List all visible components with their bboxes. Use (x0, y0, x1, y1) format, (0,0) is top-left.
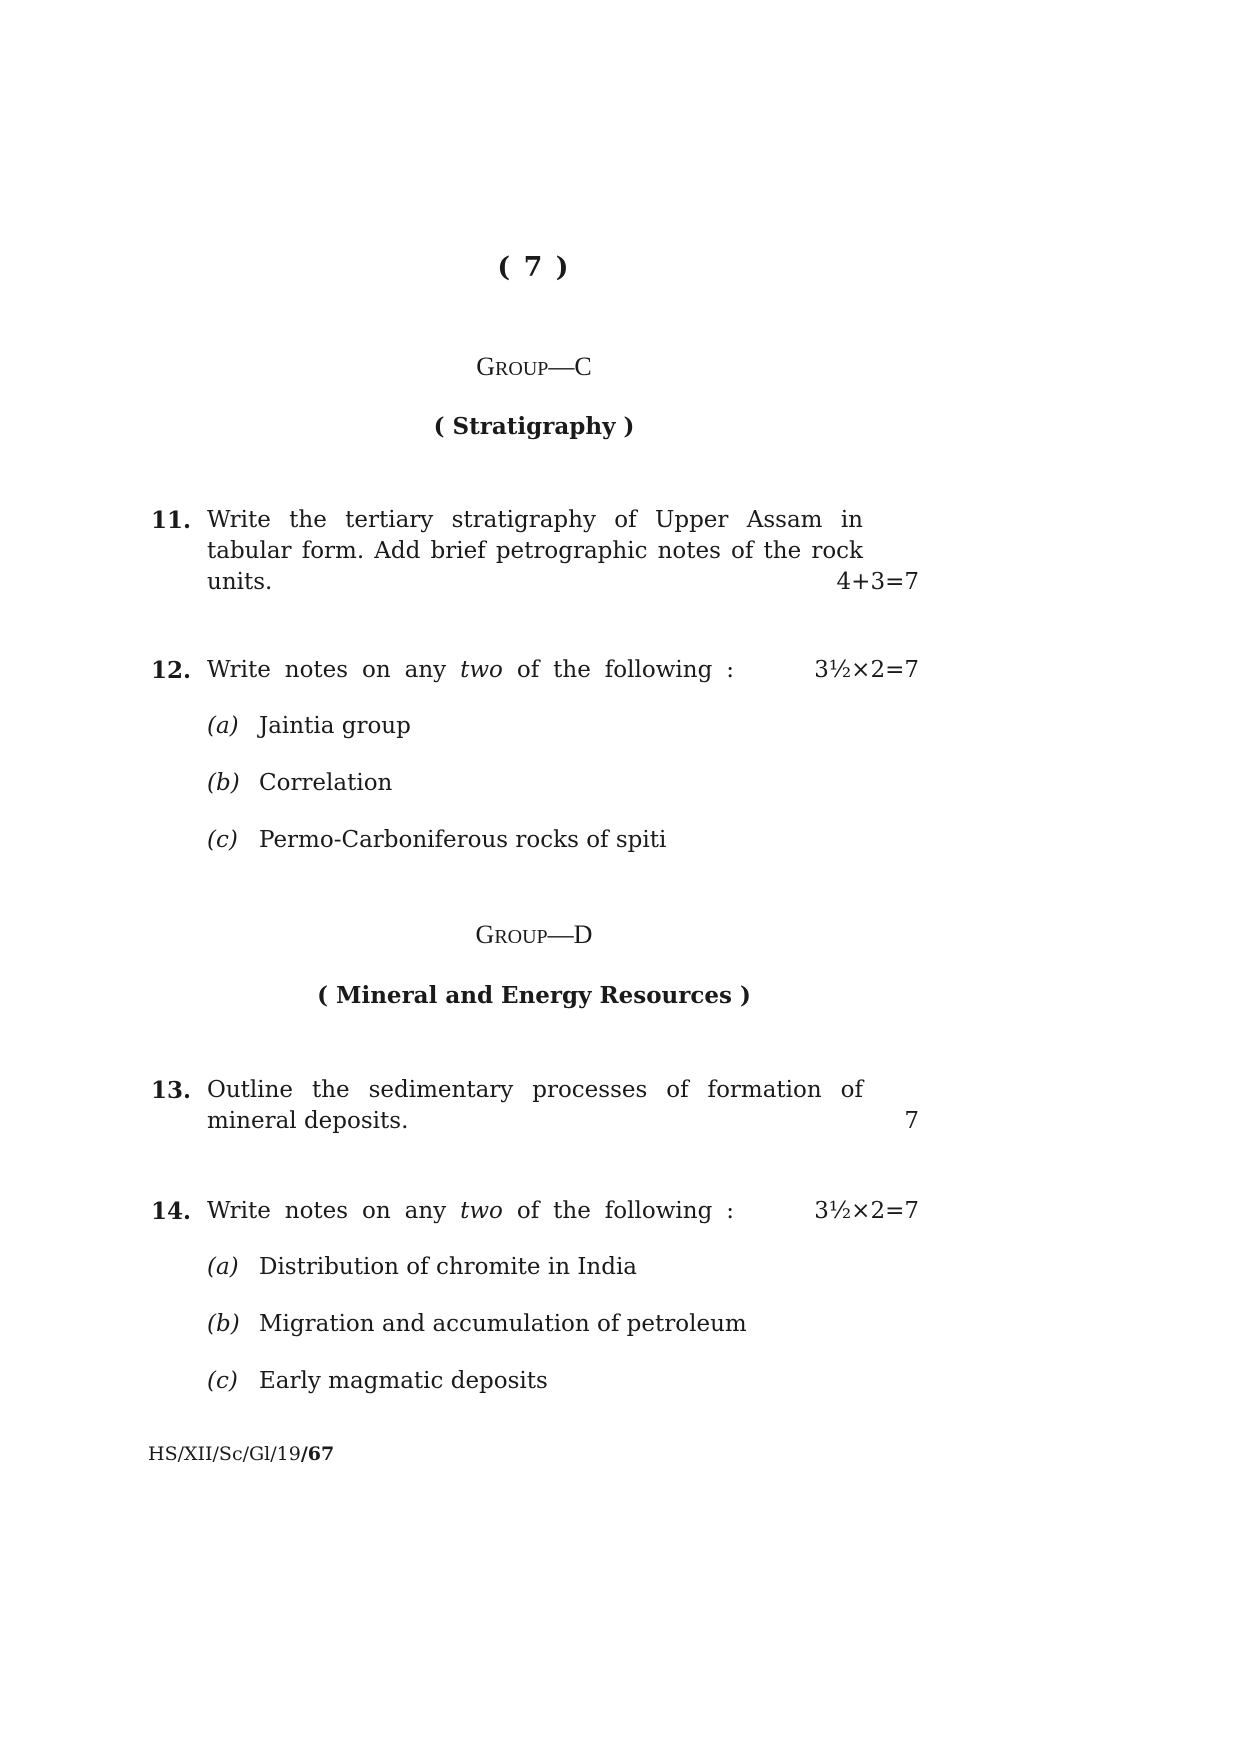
group-d-heading-suffix: —D (547, 920, 593, 949)
group-d-heading-first: G (475, 920, 495, 949)
group-d-heading-rest: ROUP (494, 926, 548, 948)
option-text: Jaintia group (259, 713, 411, 739)
question-text-line: Outline the sedimentary processes of formation of (207, 1077, 863, 1103)
option-item (207, 713, 411, 739)
group-d-heading (0, 920, 1068, 950)
option-letter: (a) (207, 713, 239, 739)
option-item (207, 827, 666, 853)
group-d-title: ( Mineral and Energy Resources ) (317, 982, 751, 1009)
question-text-line: mineral deposits. (207, 1108, 409, 1134)
question-14 (151, 1196, 919, 1227)
option-item (207, 770, 392, 796)
option-item (207, 1368, 548, 1394)
option-letter: (a) (207, 1254, 239, 1280)
question-text-line: units. (207, 569, 273, 595)
question-11 (151, 505, 919, 598)
marks: 3½×2=7 (814, 657, 919, 683)
option-letter: (b) (207, 1311, 240, 1337)
paper-code-number: /67 (300, 1443, 335, 1465)
paper-code-text: HS/XII/Sc/Gl/19 (148, 1443, 301, 1465)
option-item (207, 1311, 747, 1337)
marks: 3½×2=7 (814, 1198, 919, 1224)
question-text-line: tabular form. Add brief petrographic notes of the rock (207, 538, 863, 564)
group-c-heading-first: G (476, 352, 496, 381)
option-text: Correlation (259, 770, 393, 796)
marks: 4+3=7 (836, 569, 919, 595)
question-text-post: of the following : (502, 1198, 734, 1224)
paper-code (148, 1443, 334, 1465)
option-letter: (c) (207, 1368, 238, 1394)
group-c-heading (0, 352, 1068, 382)
question-text-line: Write the tertiary stratigraphy of Upper Assam in (207, 507, 863, 533)
group-c-heading-rest: ROUP (495, 358, 549, 380)
question-text-pre: Write notes on any (207, 1198, 461, 1224)
question-text-pre: Write notes on any (207, 657, 461, 683)
marks: 7 (904, 1108, 919, 1134)
option-letter: (c) (207, 827, 238, 853)
option-text: Permo-Carboniferous rocks of spiti (259, 827, 667, 853)
group-c-title: ( Stratigraphy ) (433, 413, 635, 440)
option-text: Migration and accumulation of petroleum (259, 1311, 747, 1337)
question-text-post: of the following : (502, 657, 734, 683)
question-text-emphasis: two (460, 657, 503, 683)
question-12 (151, 655, 919, 686)
question-text (207, 655, 734, 686)
question-13 (151, 1075, 919, 1137)
option-item (207, 1254, 637, 1280)
question-number: 14. (151, 1198, 192, 1225)
group-c-heading-suffix: —C (548, 352, 592, 381)
option-letter: (b) (207, 770, 240, 796)
option-text: Early magmatic deposits (259, 1368, 548, 1394)
option-text: Distribution of chromite in India (259, 1254, 638, 1280)
question-text-emphasis: two (460, 1198, 503, 1224)
question-number: 12. (151, 657, 192, 684)
page-number: ( 7 ) (497, 252, 571, 283)
question-number: 11. (151, 507, 192, 534)
question-text (207, 1196, 734, 1227)
question-number: 13. (151, 1077, 192, 1104)
